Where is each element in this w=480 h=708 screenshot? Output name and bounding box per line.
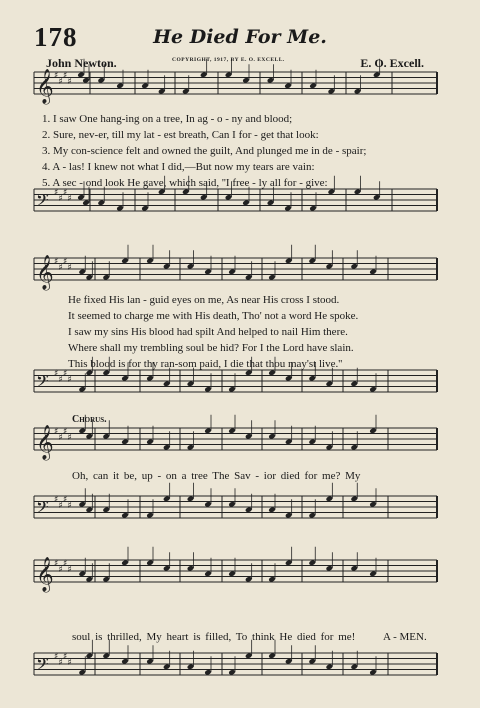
sharp-icon: ♯	[63, 427, 68, 437]
sharp-icon: ♯	[63, 369, 68, 379]
sharp-icon: ♯	[54, 71, 59, 81]
bass-clef-icon: 𝄢	[36, 654, 49, 678]
sharp-icon: ♯	[67, 77, 72, 87]
sharp-icon: ♯	[63, 495, 68, 505]
sharp-icon: ♯	[58, 194, 63, 204]
sharp-icon: ♯	[63, 71, 68, 81]
sharp-icon: ♯	[67, 565, 72, 575]
chorus-label: Chorus.	[72, 414, 107, 425]
sharp-icon: ♯	[54, 559, 59, 569]
verse-5-line-2: This blood is for thy ran-som paid, I die that thou may'st live.''	[68, 358, 343, 370]
sharp-icon: ♯	[58, 263, 63, 273]
verse-3-line-2: I saw my sins His blood had spilt And helped to nail Him there.	[68, 326, 348, 338]
verse-5-line-1: 5. A sec - ond look He gave, which said, ''I free - ly all for - give:	[42, 177, 328, 189]
sharp-icon: ♯	[54, 427, 59, 437]
sharp-icon: ♯	[58, 501, 63, 511]
sharp-icon: ♯	[58, 433, 63, 443]
sharp-icon: ♯	[54, 495, 59, 505]
copyright-notice: COPYRIGHT, 1917, BY E. O. EXCELL.	[172, 57, 285, 63]
chorus-line-1: Oh, can it be, up - on a tree The Sav - ior died for me? My	[72, 470, 361, 482]
treble-clef-icon: 𝄞	[36, 255, 54, 290]
sharp-icon: ♯	[67, 433, 72, 443]
sharp-icon: ♯	[58, 77, 63, 87]
verse-1-line-1: 1. I saw One hang-ing on a tree, In ag - o - ny and blood;	[42, 113, 293, 125]
sharp-icon: ♯	[58, 375, 63, 385]
chorus-line-2: soul is thrilled, My heart is filled, To think He died for me!	[72, 631, 356, 643]
verse-2-line-1: 2. Sure, nev-er, till my lat - est breath, Can I for - get that look:	[42, 129, 319, 141]
sharp-icon: ♯	[67, 501, 72, 511]
poet-credit: John Newton.	[46, 56, 117, 70]
bass-clef-icon: 𝄢	[36, 371, 49, 395]
sharp-icon: ♯	[63, 652, 68, 662]
bass-clef-icon: 𝄢	[36, 190, 49, 214]
sharp-icon: ♯	[58, 565, 63, 575]
sharp-icon: ♯	[63, 257, 68, 267]
verse-1-line-2: He fixed His lan - guid eyes on me, As near His cross I stood.	[68, 294, 340, 306]
verse-3-line-1: 3. My con-science felt and owned the guilt, And plunged me in de - spair;	[42, 145, 367, 157]
sharp-icon: ♯	[54, 652, 59, 662]
sharp-icon: ♯	[63, 188, 68, 198]
treble-clef-icon: 𝄞	[36, 557, 54, 592]
composer-credit: E. O. Excell.	[360, 56, 424, 70]
sharp-icon: ♯	[67, 263, 72, 273]
hymn-title: He Died For Me.	[153, 26, 327, 48]
verse-2-line-2: It seemed to charge me with His death, Tho' not a word He spoke.	[68, 310, 359, 322]
sharp-icon: ♯	[67, 375, 72, 385]
sharp-icon: ♯	[54, 188, 59, 198]
sharp-icon: ♯	[67, 658, 72, 668]
amen-text: A - MEN.	[383, 631, 427, 643]
treble-clef-icon: 𝄞	[36, 425, 54, 460]
sharp-icon: ♯	[54, 257, 59, 267]
sharp-icon: ♯	[63, 559, 68, 569]
verse-4-line-1: 4. A - las! I knew not what I did,—But now my tears are vain:	[42, 161, 315, 173]
sharp-icon: ♯	[54, 369, 59, 379]
sharp-icon: ♯	[58, 658, 63, 668]
hymn-number: 178	[34, 22, 78, 52]
sharp-icon: ♯	[67, 194, 72, 204]
bass-clef-icon: 𝄢	[36, 497, 49, 521]
verse-4-line-2: Where shall my trembling soul be hid? For I the Lord have slain.	[68, 342, 354, 354]
treble-clef-icon: 𝄞	[36, 69, 54, 104]
